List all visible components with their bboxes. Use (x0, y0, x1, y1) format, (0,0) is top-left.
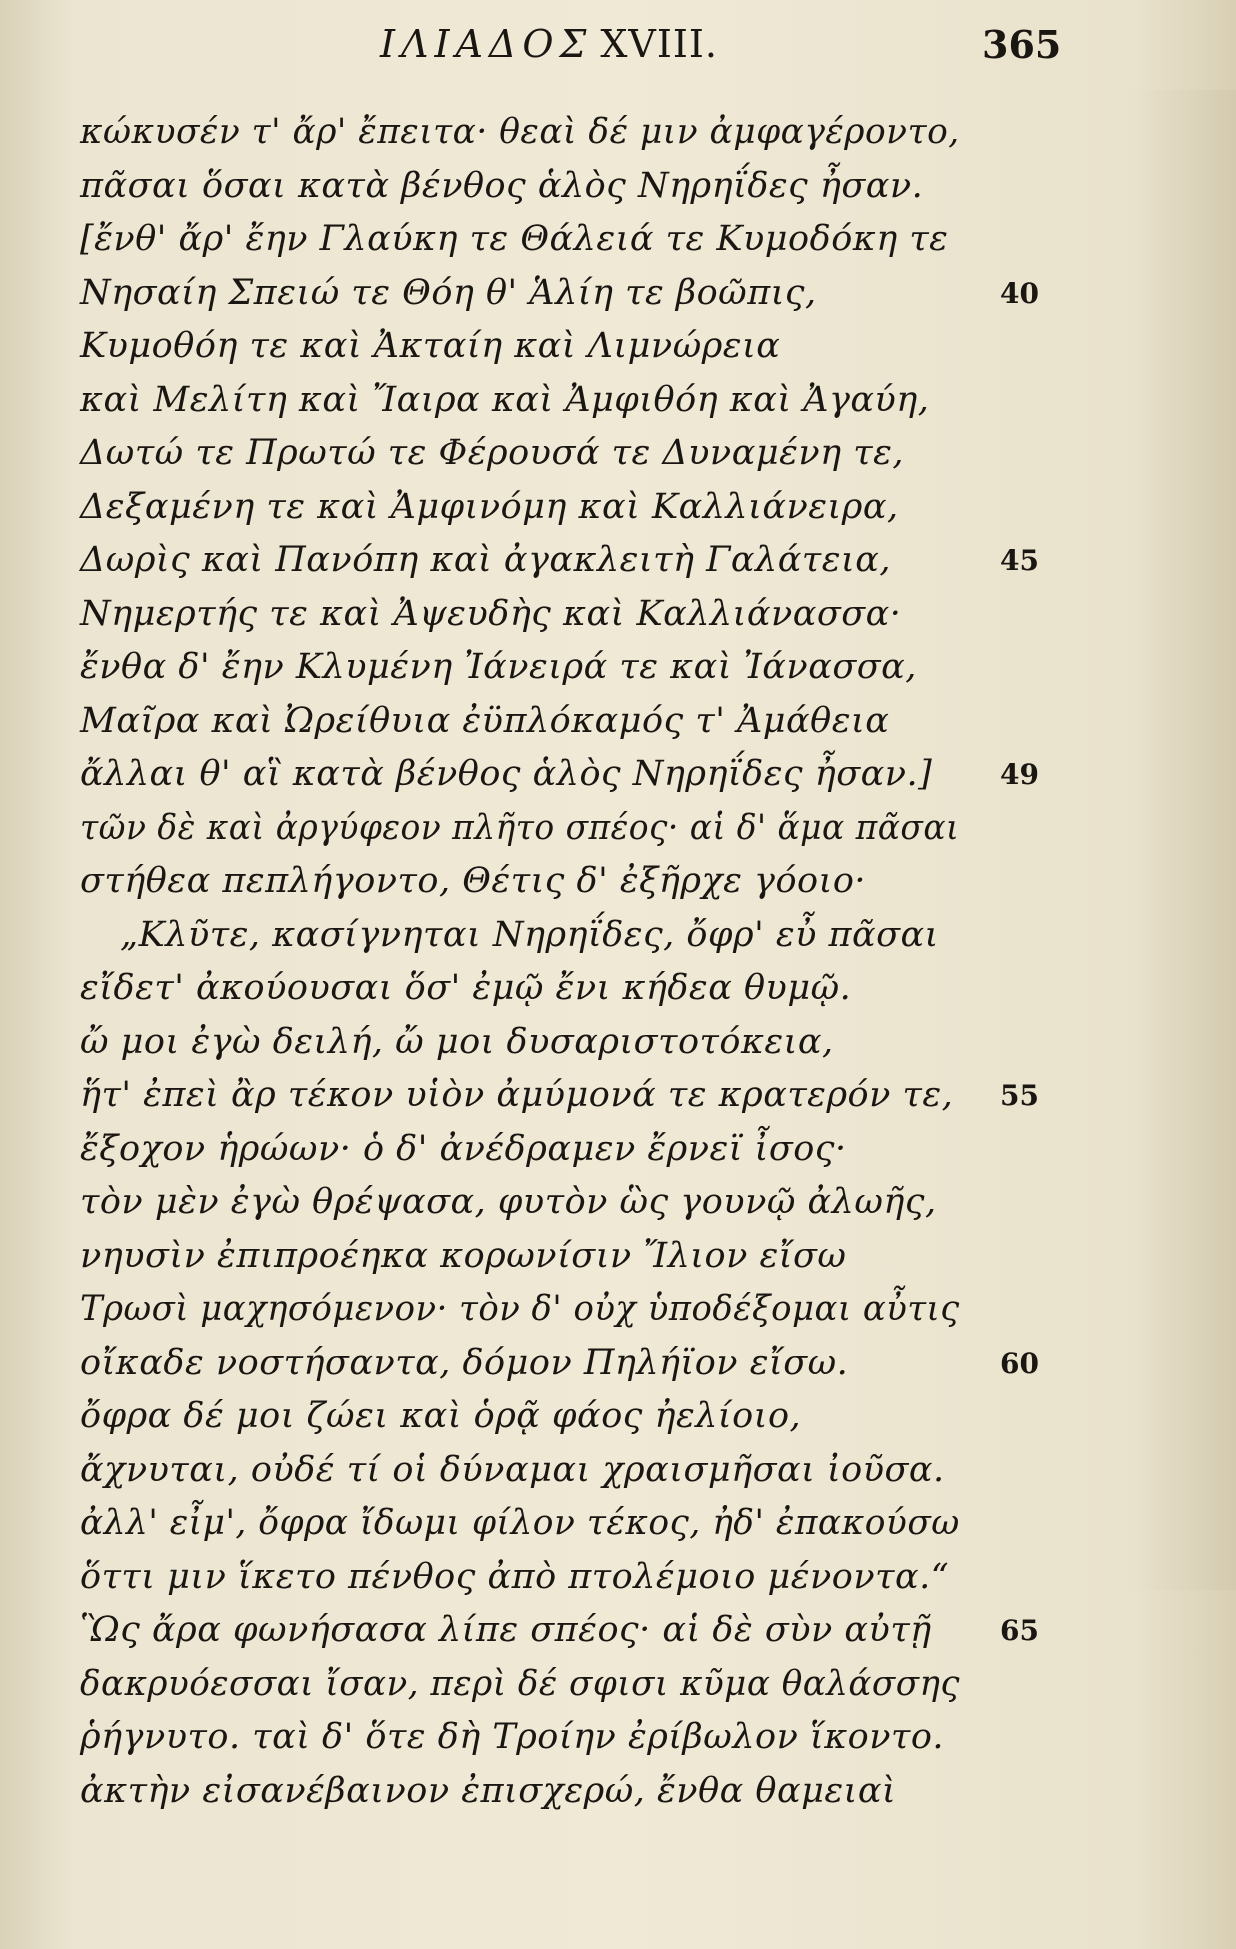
verse-text: ὄφρα δέ μοι ζώει καὶ ὁρᾷ φάος ἠελίοιο, (80, 1396, 802, 1436)
verse-text: ἔνθα δ' ἔην Κλυμένη Ἰάνειρά τε καὶ Ἰάνασσα, (80, 647, 917, 687)
verse-text: ἀκτὴν εἰσανέβαινον ἐπισχερώ, ἔνθα θαμειαὶ (80, 1770, 897, 1811)
verse-text: οἴκαδε νοστήσαντα, δόμον Πηλήϊον εἴσω. (80, 1342, 849, 1383)
line-number: 60 (1000, 1346, 1039, 1380)
verse-line (80, 160, 1060, 214)
verse-line (80, 1337, 1060, 1391)
verse-text: Τρωσὶ μαχησόμενον· τὸν δ' οὐχ ὑποδέξομαι αὖτις (80, 1289, 960, 1329)
verse-line (80, 641, 1060, 695)
verse-line (80, 106, 1060, 160)
verse-text: Ὣς ἄρα φωνήσασα λίπε σπέος· αἱ δὲ σὺν αὐτῇ (80, 1610, 932, 1650)
verse-text: πᾶσαι ὅσαι κατὰ βένθος ἁλὸς Νηρηΐδες ἦσαν. (80, 165, 924, 206)
verse-line (80, 1711, 1060, 1765)
verse-line (80, 748, 1060, 802)
verse-line (80, 1176, 1060, 1230)
verse-line (80, 481, 1060, 535)
verse-text: κώκυσέν τ' ἄρ' ἔπειτα· θεαὶ δέ μιν ἀμφαγέροντο, (80, 112, 960, 152)
line-number: 55 (1000, 1079, 1039, 1112)
running-head-book: XVIII. (600, 22, 718, 66)
verse-line (80, 1765, 1060, 1819)
verse-line (80, 588, 1060, 642)
verse-text: „Κλῦτε, κασίγνηται Νηρηΐδες, ὄφρ' εὖ πᾶσαι (120, 914, 939, 955)
verse-text: Δωρὶς καὶ Πανόπη καὶ ἀγακλειτὴ Γαλάτεια, (80, 540, 891, 580)
line-number: 45 (1000, 544, 1039, 577)
running-head (380, 22, 718, 66)
verse-text: ἄλλαι θ' αἳ κατὰ βένθος ἁλὸς Νηρηΐδες ἦσαν.] (80, 754, 933, 794)
verse-text: ἔξοχον ἡρώων· ὁ δ' ἀνέδραμεν ἔρνεϊ ἶσος· (80, 1128, 847, 1169)
verse-text: Δωτώ τε Πρωτώ τε Φέρουσά τε Δυναμένη τε, (80, 433, 905, 473)
verse-line (80, 213, 1060, 267)
verse-line (80, 1497, 1060, 1551)
verse-line (80, 802, 1060, 856)
verse-block (80, 106, 1060, 1818)
verse-text: Κυμοθόη τε καὶ Ἀκταίη καὶ Λιμνώρεια (80, 326, 781, 366)
verse-line (80, 427, 1060, 481)
verse-line (80, 1230, 1060, 1284)
verse-text: εἴδετ' ἀκούουσαι ὅσ' ἐμῷ ἔνι κήδεα θυμῷ. (80, 968, 852, 1008)
verse-text: ὤ μοι ἐγὼ δειλή, ὤ μοι δυσαριστοτόκεια, (80, 1021, 834, 1062)
verse-text: ἀλλ' εἶμ', ὄφρα ἴδωμι φίλον τέκος, ἠδ' ἐπακούσω (80, 1503, 960, 1543)
verse-text: καὶ Μελίτη καὶ Ἴαιρα καὶ Ἀμφιθόη καὶ Ἀγαύη, (80, 379, 930, 420)
verse-text: τὸν μὲν ἐγὼ θρέψασα, φυτὸν ὣς γουνῷ ἀλωῆς, (80, 1182, 937, 1222)
page-number: 365 (982, 22, 1062, 67)
verse-text: τῶν δὲ καὶ ἀργύφεον πλῆτο σπέος· αἱ δ' ἅμα πᾶσαι (80, 807, 960, 848)
verse-line (80, 1069, 1060, 1123)
verse-line (80, 1390, 1060, 1444)
verse-line (80, 1444, 1060, 1498)
running-head-title: ΙΛΙΑΔΟΣ (380, 22, 593, 66)
verse-line (80, 1283, 1060, 1337)
verse-line (80, 1658, 1060, 1712)
verse-line (80, 909, 1060, 963)
verse-text: ὅττι μιν ἵκετο πένθος ἀπὸ πτολέμοιο μένοντα.“ (80, 1556, 950, 1597)
verse-line (80, 695, 1060, 749)
line-number: 49 (1000, 758, 1039, 791)
verse-text: Νησαίη Σπειώ τε Θόη θ' Ἁλίη τε βοῶπις, (80, 272, 817, 313)
verse-line (80, 1016, 1060, 1070)
verse-text: [ἔνθ' ἄρ' ἔην Γλαύκη τε Θάλειά τε Κυμοδόκη τε (80, 219, 949, 259)
verse-text: Νημερτής τε καὶ Ἀψευδὴς καὶ Καλλιάνασσα· (80, 593, 902, 634)
line-number: 65 (1000, 1614, 1039, 1647)
verse-line (80, 962, 1060, 1016)
verse-text: στήθεα πεπλήγοντο, Θέτις δ' ἐξῆρχε γόοιο· (80, 861, 867, 901)
verse-line (80, 1123, 1060, 1177)
verse-line (80, 855, 1060, 909)
verse-text: ῥήγνυτο. ταὶ δ' ὅτε δὴ Τροίην ἐρίβωλον ἵκοντο. (80, 1717, 945, 1757)
verse-text: Μαῖρα καὶ Ὠρείθυια ἐϋπλόκαμός τ' Ἀμάθεια (80, 700, 890, 741)
page-shadow (1116, 90, 1236, 1590)
verse-text: νηυσὶν ἐπιπροέηκα κορωνίσιν Ἴλιον εἴσω (80, 1235, 847, 1276)
line-number: 40 (1000, 276, 1039, 310)
verse-line (80, 1551, 1060, 1605)
verse-line (80, 374, 1060, 428)
verse-line (80, 534, 1060, 588)
verse-line (80, 320, 1060, 374)
verse-text: ἄχνυται, οὐδέ τί οἱ δύναμαι χραισμῆσαι ἰοῦσα. (80, 1449, 945, 1490)
verse-text: δακρυόεσσαι ἴσαν, περὶ δέ σφισι κῦμα θαλάσσης (80, 1663, 961, 1704)
verse-line (80, 1604, 1060, 1658)
verse-text: Δεξαμένη τε καὶ Ἀμφινόμη καὶ Καλλιάνειρα, (80, 486, 899, 527)
verse-line (80, 267, 1060, 321)
verse-text: ἥτ' ἐπεὶ ἂρ τέκον υἱὸν ἀμύμονά τε κρατερόν τε, (80, 1075, 954, 1115)
